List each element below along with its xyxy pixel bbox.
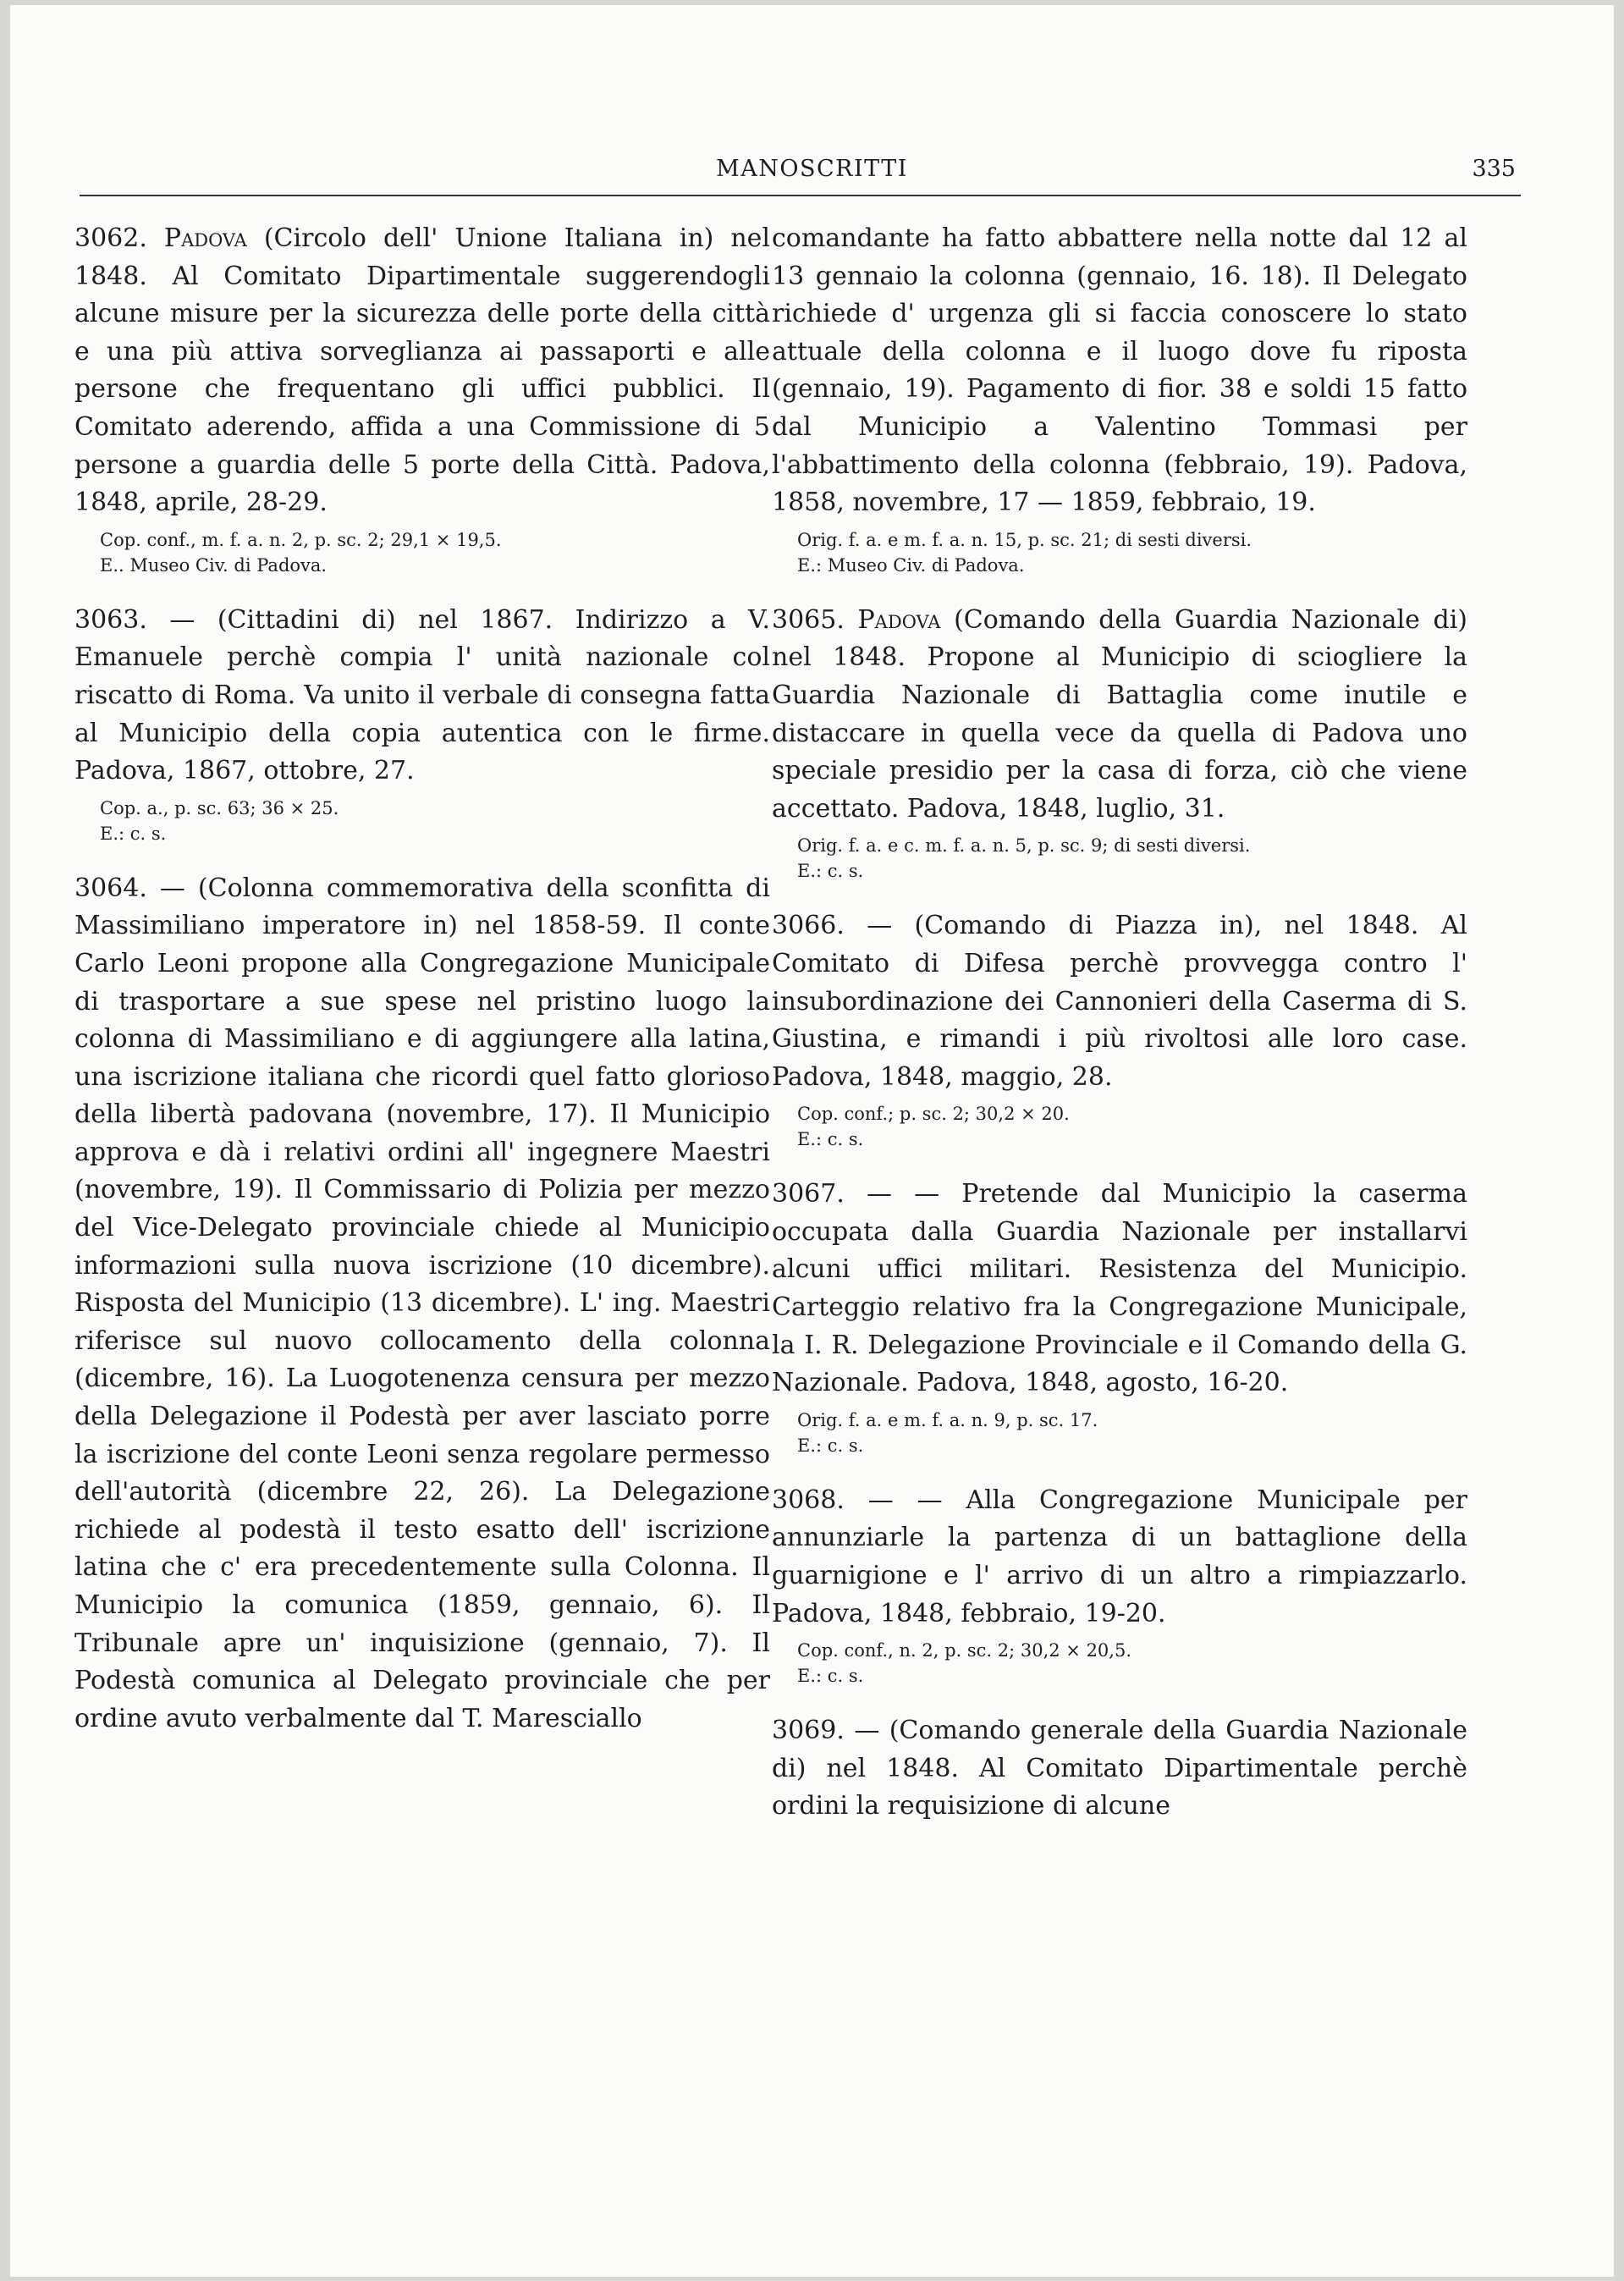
note-line: E.: Museo Civ. di Padova. <box>797 554 1025 576</box>
book-page <box>10 5 1614 2277</box>
entry-text <box>772 1712 1467 1826</box>
entry-body: — (Colonna commemorativa della sconfitta di Massimiliano imperatore in) nel 1858-59. Il conte Carlo Leoni propone alla Congregazione Municipale di trasportare a sue spese nel pristino luogo la colonna di Massimiliano e di aggiungere alla latina, una iscrizione italiana che ricordi quel fatto glorioso della libertà padovana (novembre, 17). Il Municipio approva e dà i relativi ordini all' ingegnere Maestri (novembre, 19). Il Commissario di Polizia per mezzo del Vice-Delegato provinciale chiede al Municipio informazioni sulla nuova iscrizione (10 dicembre). Risposta del Municipio (13 dicembre). L' ing. Maestri riferisce sul nuovo collocamento della colonna (dicembre, 16). La Luogotenenza censura per mezzo della Delegazione il Podestà per aver lasciato porre la iscrizione del conte Leoni senza regolare permesso dell'autorità (dicembre 22, 26). La Delegazione richiede al podestà il testo esatto dell' iscrizione latina che c' era precedentemente sulla Colonna. Il Municipio la comunica (1859, gennaio, 6). Il Tribunale apre un' inquisizione (gennaio, 7). Il Podestà comunica al Delegato provinciale che per ordine avuto verbalmente dal T. Maresciallo <box>74 873 770 1733</box>
entry-body: comandante ha fatto abbattere nella notte dal 12 al 13 gennaio la colonna (gennaio, 16. 18). Il Delegato richiede d' urgenza gli si faccia conoscere lo stato attuale della colonna e il luogo dove fu riposta (gennaio, 19). Pagamento di fior. 38 e soldi 15 fatto dal Municipio a Valentino Tommasi per l'abbattimento della colonna (febbraio, 19). Padova, 1858, novembre, 17 — 1859, febbraio, 19. <box>772 223 1467 518</box>
entry-number: 3067. <box>772 1179 845 1209</box>
note-line: E.: c. s. <box>797 1129 864 1150</box>
entry-body: — (Comando generale della Guardia Nazionale di) nel 1848. Al Comitato Dipartimentale perchè ordini la requisizione di alcune <box>772 1716 1467 1821</box>
entry-body: — — Alla Congregazione Municipale per annunziarle la partenza di un battaglione della guarnigione e l' arrivo di un altro a rimpiazzarlo. Padova, 1848, febbraio, 19-20. <box>772 1485 1467 1628</box>
entry-text <box>772 1482 1467 1633</box>
entry-number: 3069. <box>772 1716 845 1746</box>
entry-number: 3063. <box>74 604 147 635</box>
entry-notes <box>797 1638 1467 1689</box>
note-line: E.: c. s. <box>797 1666 864 1687</box>
note-line: E.: c. s. <box>100 823 167 844</box>
note-line: E.: c. s. <box>797 1435 864 1456</box>
note-line: Orig. f. a. e c. m. f. a. n. 5, p. sc. 9; di sesti diversi. <box>797 835 1251 857</box>
entry-text <box>74 602 770 791</box>
catalog-entry <box>74 602 770 846</box>
catalog-entry <box>772 1712 1467 1826</box>
running-title: MANOSCRITTI <box>716 156 908 182</box>
left-column <box>74 220 770 1761</box>
entry-place: Padova <box>163 223 247 253</box>
entry-notes <box>797 527 1467 578</box>
catalog-entry <box>772 602 1467 884</box>
entry-text <box>772 907 1467 1096</box>
note-line: Cop. conf.; p. sc. 2; 30,2 × 20. <box>797 1104 1070 1125</box>
entry-notes <box>797 1101 1467 1152</box>
entry-text <box>74 220 770 522</box>
entry-number: 3064. <box>74 873 147 903</box>
catalog-entry <box>772 1482 1467 1689</box>
right-column <box>772 220 1467 1849</box>
note-line: E.. Museo Civ. di Padova. <box>100 554 328 576</box>
entry-body: (Circolo dell' Unione Italiana in) nel 1848. Al Comitato Dipartimentale suggerendogli alcune misure per la sicurezza delle porte della città e una più attiva sorveglianza ai passaporti e alle persone che frequentano gli uffici pubblici. Il Comitato aderendo, affida a una Commissione di 5 persone a guardia delle 5 porte della Città. Padova, 1848, aprile, 28-29. <box>74 223 770 518</box>
entry-body: — (Comando di Piazza in), nel 1848. Al Comitato di Difesa perchè provvegga contro l' insubordinazione dei Cannonieri della Caserma di S. Giustina, e rimandi i più rivoltosi alle loro case. Padova, 1848, maggio, 28. <box>772 911 1467 1092</box>
entry-text <box>772 602 1467 829</box>
catalog-entry <box>772 1176 1467 1458</box>
entry-place: Padova <box>857 604 941 635</box>
catalog-entry <box>74 220 770 578</box>
entry-text <box>772 1176 1467 1402</box>
entry-number: 3062. <box>74 223 147 253</box>
entry-notes <box>100 527 770 578</box>
entry-text <box>74 870 770 1738</box>
catalog-entry <box>772 220 1467 578</box>
running-head <box>10 156 1614 190</box>
note-line: Cop. a., p. sc. 63; 36 × 25. <box>100 797 339 818</box>
entry-notes <box>100 796 770 846</box>
note-line: Orig. f. a. e m. f. a. n. 15, p. sc. 21; di sesti diversi. <box>797 529 1252 550</box>
catalog-entry <box>74 870 770 1738</box>
note-line: Cop. conf., n. 2, p. sc. 2; 30,2 × 20,5. <box>797 1640 1132 1661</box>
entry-body: (Comando della Guardia Nazionale di) nel 1848. Propone al Municipio di sciogliere la Guardia Nazionale di Battaglia come inutile e distaccare in quella vece da quella di Padova uno speciale presidio per la casa di forza, ciò che viene accettato. Padova, 1848, luglio, 31. <box>772 604 1467 824</box>
entry-notes <box>797 833 1467 884</box>
page-number: 335 <box>1472 156 1516 182</box>
note-line: Orig. f. a. e m. f. a. n. 9, p. sc. 17. <box>797 1409 1098 1430</box>
entry-body: — — Pretende dal Municipio la caserma occupata dalla Guardia Nazionale per installarvi alcuni uffici militari. Resistenza del Municipio. Carteggio relativo fra la Congregazione Municipale, la I. R. Delegazione Provinciale e il Comando della G. Nazionale. Padova, 1848, agosto, 16-20. <box>772 1179 1467 1398</box>
entry-number: 3065. <box>772 604 845 635</box>
entry-body: — (Cittadini di) nel 1867. Indirizzo a V. Emanuele perchè compia l' unità nazionale col riscatto di Roma. Va unito il verbale di consegna fatta al Municipio della copia autentica con le firme. Padova, 1867, ottobre, 27. <box>74 604 770 786</box>
entry-notes <box>797 1408 1467 1458</box>
entry-text <box>772 220 1467 522</box>
catalog-entry <box>772 907 1467 1152</box>
entry-number: 3068. <box>772 1485 845 1515</box>
note-line: E.: c. s. <box>797 861 864 882</box>
note-line: Cop. conf., m. f. a. n. 2, p. sc. 2; 29,1 × 19,5. <box>100 529 502 550</box>
entry-number: 3066. <box>772 911 845 941</box>
header-rule <box>80 195 1521 196</box>
